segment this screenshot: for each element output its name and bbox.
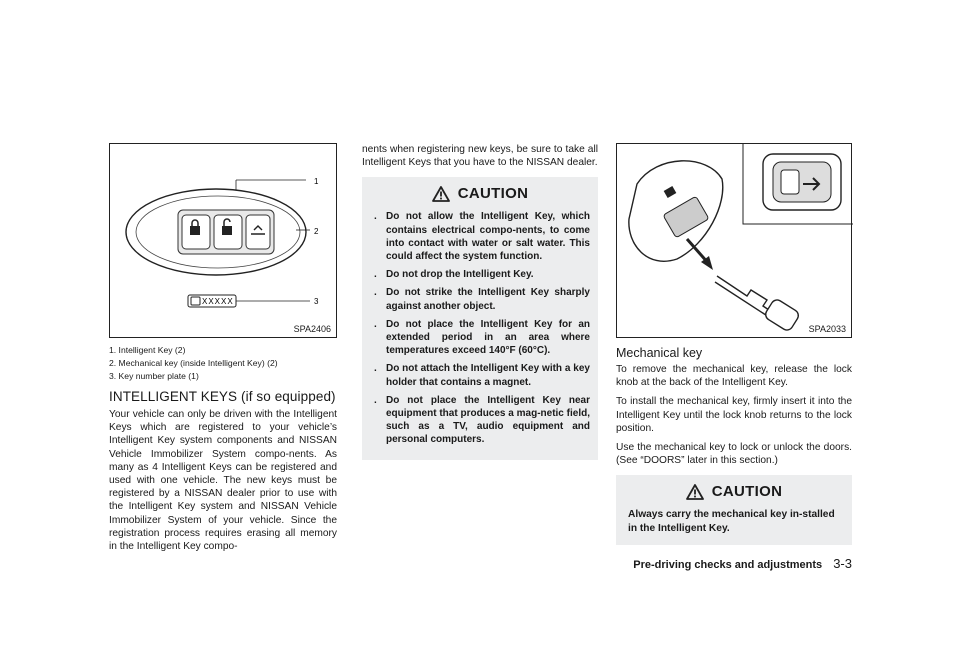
caution-text: Always carry the mechanical key in-stalled in the Intelligent Key. bbox=[628, 509, 835, 534]
footer-section: Pre-driving checks and adjustments bbox=[633, 559, 823, 571]
column-1 bbox=[109, 143, 337, 559]
subsection-title: Mechanical key bbox=[616, 346, 703, 360]
caption-item: 1. Intelligent Key (2) bbox=[109, 345, 186, 355]
caution-item: . Do not allow the Intelligent Key, which contains electrical compo-nents, to come into contact with water or salt water. This could affect the system function. bbox=[374, 211, 590, 263]
callout-2: 2 bbox=[314, 227, 319, 236]
body-paragraph: Use the mechanical key to lock or unlock the doors. (See “DOORS” later in this section.) bbox=[616, 442, 852, 467]
mechanical-key-figure bbox=[616, 143, 852, 338]
caution-title: CAUTION bbox=[457, 185, 529, 203]
caution-item-text: Do not strike the Intelligent Key sharply against another object. bbox=[386, 287, 590, 312]
caption-item: 3. Key number plate (1) bbox=[109, 371, 199, 381]
caution-item: . Do not place the Intelligent Key for an extended period in an area where temperatures exceed 140°F (60°C). bbox=[374, 318, 590, 357]
body-paragraph: Your vehicle can only be driven with the Intelligent Keys which are registered to your vehicle’s Intelligent Key system components and NISSAN Vehicle Immobilizer System compo-nents. As many as 4 Intelligent Keys can be registered and used with one vehicle. The new keys must be registered by a NISSAN dealer prior to use with the Intelligent Key system and NISSAN Vehicle Immobilizer System of your vehicle. Since the registration process requires erasing all memory in the Intelligent Key compo- bbox=[109, 409, 337, 553]
column-2 bbox=[362, 143, 598, 460]
key-number-plate-text: XXXXX bbox=[202, 297, 234, 306]
caution-item: . Do not drop the Intelligent Key. bbox=[374, 269, 534, 281]
page-number: 3-3 bbox=[833, 556, 852, 571]
caution-item-text: Do not allow the Intelligent Key, which contains electrical compo-nents, to come into contact with water or salt water. This could affect the system function. bbox=[386, 211, 590, 263]
caution-item-text: Do not drop the Intelligent Key. bbox=[386, 269, 534, 281]
callout-3: 3 bbox=[314, 297, 319, 306]
caution-list bbox=[370, 210, 590, 446]
intelligent-key-figure bbox=[109, 143, 337, 338]
column-3 bbox=[616, 143, 852, 545]
warning-icon bbox=[432, 186, 450, 202]
figure-code: SPA2033 bbox=[808, 324, 846, 334]
page-footer bbox=[633, 556, 852, 571]
caution-item-text: Do not place the Intelligent Key near equipment that produces a mag-netic field, such as a TV, audio equipment and personal computers. bbox=[386, 394, 590, 446]
caution-box bbox=[362, 177, 598, 459]
caution-item-text: Do not attach the Intelligent Key with a key holder that contains a magnet. bbox=[386, 363, 590, 388]
body-paragraph: To install the mechanical key, firmly insert it into the Intelligent Key until the lock knob returns to the lock position. bbox=[616, 396, 852, 434]
body-paragraph: To remove the mechanical key, release the lock knob at the back of the Intelligent Key. bbox=[616, 364, 852, 389]
caution-item: . Do not attach the Intelligent Key with a key holder that contains a magnet. bbox=[374, 363, 590, 388]
figure-code: SPA2406 bbox=[293, 324, 331, 334]
caution-item-text: Do not place the Intelligent Key for an extended period in an area where temperatures exceed 140°F (60°C). bbox=[386, 318, 590, 357]
caption-item: 2. Mechanical key (inside Intelligent Key) (2) bbox=[109, 358, 278, 368]
warning-icon bbox=[686, 484, 704, 500]
caution-box bbox=[616, 475, 852, 545]
caution-item: . Do not place the Intelligent Key near equipment that produces a mag-netic field, such as a TV, audio equipment and personal computers. bbox=[374, 394, 590, 446]
caution-item: . Do not strike the Intelligent Key sharply against another object. bbox=[374, 287, 590, 312]
intelligent-key-illustration bbox=[110, 144, 338, 337]
caution-title: CAUTION bbox=[711, 483, 783, 501]
callout-1: 1 bbox=[314, 177, 319, 186]
mechanical-key-illustration bbox=[617, 144, 853, 337]
section-title: INTELLIGENT KEYS (if so equipped) bbox=[109, 389, 336, 404]
figure-caption-list bbox=[109, 344, 337, 383]
body-paragraph: nents when registering new keys, be sure to take all Intelligent Keys that you have to the NISSAN dealer. bbox=[362, 144, 598, 169]
